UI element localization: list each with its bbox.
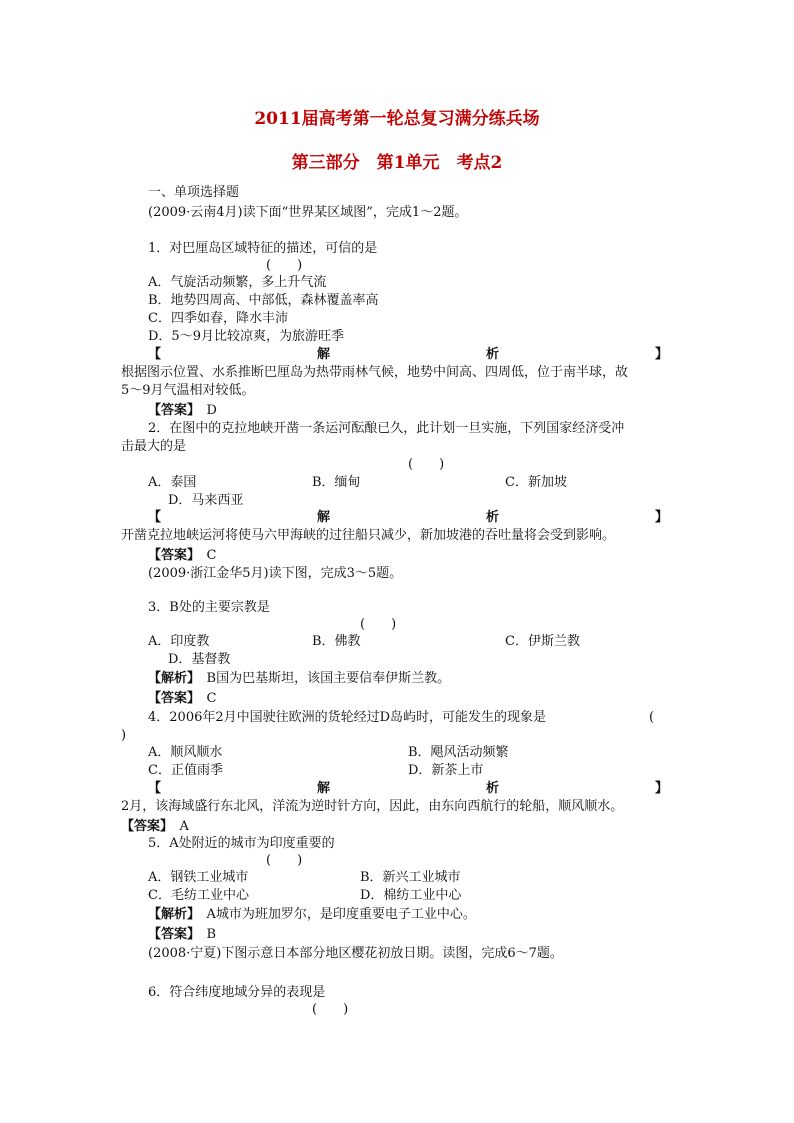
q2-stem-1: 2．在图中的克拉地峡开凿一条运河酝酿已久，此计划一旦实施，下列国家经济受冲 [148,421,625,436]
document-subtitle: 第三部分 第1单元 考点2 [291,153,503,173]
q5-option-b: B．新兴工业城市 [360,870,461,885]
section-heading: 一、单项选择题 [148,185,240,200]
intro-q3-5: (2009·浙江金华5月)读下图，完成3～5题。 [148,566,403,581]
intro-q6-7: (2008·宁夏)下图示意日本部分地区樱花初放日期。读图，完成6～7题。 [148,946,563,961]
q3-option-c: C．伊斯兰教 [505,634,580,649]
q5-option-c: C．毛纺工业中心 [148,888,249,903]
q5-option-d: D．棉纺工业中心 [360,888,462,903]
q2-stem-2: 击最大的是 [121,439,187,454]
q5-option-a: A．钢铁工业城市 [148,870,249,885]
q3-answer-bracket: ( ) [360,617,397,632]
q1-analysis-label: 【 解 析 】 [148,347,668,362]
q4-bracket-open: ( [649,710,655,725]
q1-option-b: B．地势四周高、中部低，森林覆盖率高 [148,293,379,308]
q3-option-a: A．印度教 [148,634,210,649]
q2-option-d: D．马来西亚 [168,493,244,508]
q4-analysis-text: 2月，该海域盛行东北风，洋流为逆时针方向，因此，由东向西航行的轮船，顺风顺水。 [121,799,624,814]
q5-analysis: 【解析】 A城市为班加罗尔，是印度重要电子工业中心。 [148,907,476,922]
q4-option-b: B．飓风活动频繁 [408,745,509,760]
q1-option-c: C．四季如春，降水丰沛 [148,311,288,326]
document-title: 2011届高考第一轮总复习满分练兵场 [254,109,540,129]
q6-answer-bracket: ( ) [312,1002,349,1017]
q3-stem: 3．B处的主要宗教是 [148,600,270,615]
q4-option-d: D．新茶上市 [408,763,484,778]
q3-option-d: D．基督教 [168,652,231,667]
q4-stem: 4．2006年2月中国驶往欧洲的货轮经过D岛屿时，可能发生的现象是 [148,710,547,725]
q4-analysis-label: 【 解 析 】 [148,781,668,796]
intro-q1-2: (2009·云南4月)读下面“世界某区域图”，完成1～2题。 [148,205,468,220]
q1-option-a: A．气旋活动频繁，多上升气流 [148,275,327,290]
q3-option-b: B．佛教 [312,634,361,649]
q5-stem: 5．A处附近的城市为印度重要的 [148,836,335,851]
q2-answer-bracket: ( ) [408,457,445,472]
q4-option-c: C．正值雨季 [148,763,223,778]
q4-answer: 【答案】 A [121,819,189,834]
q3-analysis: 【解析】 B国为巴基斯坦，该国主要信奉伊斯兰教。 [148,671,451,686]
q1-option-d: D．5～9月比较凉爽，为旅游旺季 [148,329,344,344]
q2-analysis-label: 【 解 析 】 [148,510,668,525]
q6-stem: 6．符合纬度地域分异的表现是 [148,985,326,1000]
q1-stem: 1．对巴厘岛区域特征的描述，可信的是 [148,241,378,256]
q5-answer: 【答案】 B [148,927,217,942]
q1-analysis-text-2: 5～9月气温相对较低。 [121,383,255,398]
q2-answer: 【答案】 C [148,548,217,563]
q4-bracket-close: ) [121,728,127,743]
q1-answer-bracket: ( ) [266,258,303,273]
q2-option-c: C．新加坡 [505,475,567,490]
q4-option-a: A．顺风顺水 [148,745,223,760]
q2-analysis-text: 开凿克拉地峡运河将使马六甲海峡的过往船只减少，新加坡港的吞吐量将会受到影响。 [121,528,616,543]
q2-option-b: B．缅甸 [312,475,361,490]
q3-answer: 【答案】 C [148,691,217,706]
q1-answer: 【答案】 D [148,403,217,418]
q5-answer-bracket: ( ) [266,853,303,868]
q2-option-a: A．泰国 [148,475,197,490]
q1-analysis-text-1: 根据图示位置、水系推断巴厘岛为热带雨林气候，地势中间高、四周低，位于南半球，故 [121,365,629,380]
